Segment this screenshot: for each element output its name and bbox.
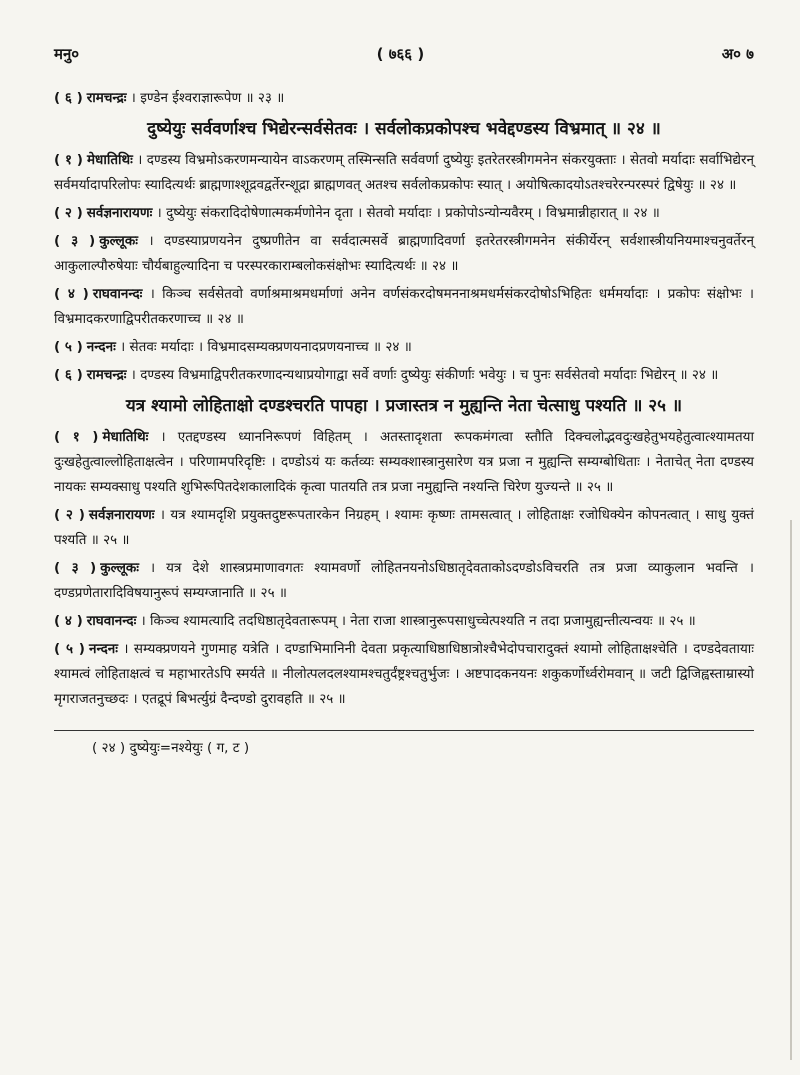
section-24	[54, 86, 754, 388]
commentary-para: ( ३ ) कुल्लूकः । यत्र देशे शास्त्रप्रमाणावगतः श्यामवर्णो लोहितनयनोऽधिष्ठातृदेवताकोऽदण्डोऽविचरति तत्र प्रजा व्याकुलान भवन्ति । दण्डप्रणेतारादिविषयानुरूपं सम्यग्जानाति ॥ २५ ॥	[54, 560, 754, 601]
intro-line: ( ६ ) रामचन्द्रः । इण्डेन ईश्वराज्ञारूपेण ॥ २३ ॥	[54, 90, 285, 106]
footnote-divider	[54, 730, 754, 731]
section-25	[54, 391, 754, 712]
commentary-para: ( १ ) मेधातिथिः । एतद्दण्डस्य ध्याननिरूपणं विहितम् । अतस्तादृशता रूपकमंगत्वा स्तौति दिक्चलोद्भवदुःखहेतुभयहेतुत्वात्श्यामतया दुःखहेतुत्वाल्लोहिताक्षत्वेन । परिणामपरिदृष्टिः । दण्डोऽयं यः कर्तव्यः सम्यक्शास्त्रानुसारेण यत्र प्रजा न मुह्यन्ति सम्यग्बोधिताः । नेताचेत् नेता दण्डस्य नायकः सम्यक्साधु पश्यति शुभिरूपितदेशकालादिकं कृत्वा पातयति तत्र प्रजा नमुह्यन्ति नश्यन्ति चिरेण युज्यन्ते ॥ २५ ॥	[54, 429, 755, 495]
commentary-para: ( ३ ) कुल्लूकः । दण्डस्याप्रणयनेन दुष्प्रणीतेन वा सर्वदात्मसर्वे ब्राह्मणादिवर्णा इतरेतरस्त्रीगमनेन संकीर्येरन् सर्वशास्त्रीयनियमाश्चनुवर्तेरन् आकुलाल्पौरुषेयाः चौर्यबाहुल्यादिना च परस्परकाराम्बलोकसंक्षोभः स्यादित्यर्थः ॥ २४ ॥	[54, 233, 754, 274]
page-header	[54, 44, 754, 64]
commentary-para: ( ५ ) नन्दनः । सेतवः मर्यादाः । विभ्रमादसम्यक्प्रणयनादप्रणयनाच्च ॥ २४ ॥	[54, 339, 412, 355]
commentary-para: ( २ ) सर्वज्ञनारायणः । दुष्येयुः संकरादिदोषेणात्मकर्मणोनेन दृता । सेतवो मर्यादाः । प्रकोपोऽन्योन्यवैरम् । विभ्रमान्नीहारात् ॥ २४ ॥	[54, 205, 660, 221]
page-edge-shadow	[790, 520, 792, 1060]
header-left: मनु०	[54, 45, 80, 63]
footnote: ( २४ ) दुष्येयुः=नश्येयुः ( ग, ट )	[92, 740, 250, 756]
commentary-para: ( २ ) सर्वज्ञनारायणः । यत्र श्यामदृशि प्रयुक्तदुष्टरूपतारकेन निग्रहम् । श्यामः कृष्णः तामसत्वात् । लोहिताक्षः रजोधिक्येन कोपनत्वात् । साधु युक्तं पश्यति ॥ २५ ॥	[54, 507, 754, 548]
header-chapter: अ० ७	[721, 45, 754, 63]
commentary-para: ( ६ ) रामचन्द्रः । दण्डस्य विभ्रमाद्विपरीतकरणादन्यथाप्रयोगाद्वा सर्वे वर्णाः दुष्येयुः संकीर्णाः भवेयुः । च पुनः सर्वसेतवो मर्यादाः भिद्येरन् ॥ २४ ॥	[54, 367, 719, 383]
verse-25: यत्र श्यामो लोहिताक्षो दण्डश्चरति पापहा । प्रजास्तत्र न मुह्यन्ति नेता चेत्साधु पश्यति ॥ २५ ॥	[125, 396, 683, 416]
commentary-para: ( ४ ) राघवानन्दः । किञ्च श्यामत्यादि तदधिष्ठातृदेवतारूपम् । नेता राजा शास्त्रानुरूपसाधुच्चेत्पश्यति न तदा प्रजामुह्यन्तीत्यन्वयः ॥ २५ ॥	[54, 613, 696, 629]
verse-24: दुष्येयुः सर्ववर्णाश्च भिद्येरन्सर्वसेतवः । सर्वलोकप्रकोपश्च भवेद्दण्डस्य विभ्रमात् ॥ २४ ॥	[147, 119, 661, 139]
commentary-para: ( १ ) मेधातिथिः । दण्डस्य विभ्रमोऽकरणमन्यायेन वाऽकरणम् तस्मिन्सति सर्ववर्णा दुष्येयुः इतरेतरस्त्रीगमनेन संकरयुक्ताः । सेतवो मर्यादाः सर्वाभिद्येरन् सर्वमर्यादापरिलोपः स्यादित्यर्थः ब्राह्मणाश्शूद्रवद्वर्तेरन्शूद्रा ब्राह्मणवत् अतश्च सर्वलोकप्रकोपः स्यात् । अयोषित्कादयोऽतश्चरेरन्परस्परं द्विषेयुः ॥ २४ ॥	[54, 152, 754, 193]
commentary-para: ( ५ ) नन्दनः । सम्यक्प्रणयने गुणमाह यत्रेति । दण्डाभिमानिनी देवता प्रकृत्याधिष्ठाधिष्ठात्रोश्चैभेदोपचारादुक्तं श्यामो लोहिताक्षश्चेति । दण्डदेवतायाः श्यामत्वं लोहिताक्षत्वं च महाभारतेऽपि स्मर्यते ॥ नीलोत्पलदलश्यामश्चतुर्दंष्ट्रश्चतुर्भुजः । अष्टपादकनयनः शकुकर्णोर्ध्वरोमवान् ॥ जटी द्विजिह्वस्ताम्रास्यो मृगराजतनुच्छदः । एतद्रूपं बिभर्त्युग्रं दैन्दण्डो दुरावहति ॥ २५ ॥	[54, 641, 754, 707]
header-page-number: ( ७६६ )	[376, 45, 425, 63]
commentary-para: ( ४ ) राघवानन्दः । किञ्च सर्वसेतवो वर्णाश्रमाश्रमधर्माणां अनेन वर्णसंकरदोषमननाश्रमधर्मसंकरदोषोऽभिहितः धर्ममर्यादाः । प्रकोपः संक्षोभः । विभ्रमादकरणाद्विपरीतकरणाच्च ॥ २४ ॥	[54, 286, 754, 327]
